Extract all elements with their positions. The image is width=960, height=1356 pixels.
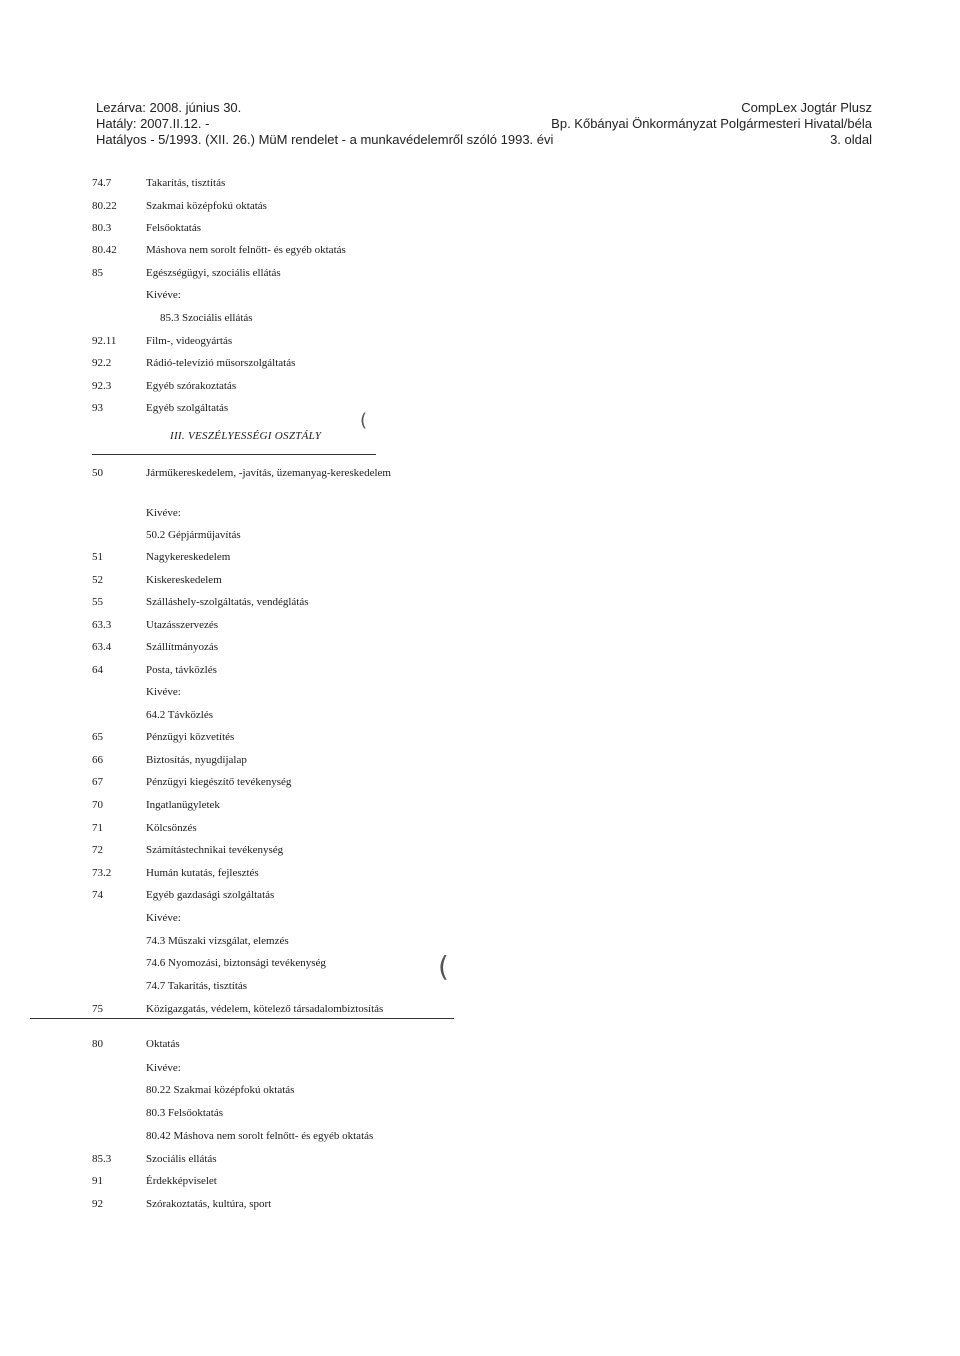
header-regulation: Hatályos - 5/1993. (XII. 26.) MüM rendelet - a munkavédelemről szóló 1993. évi	[96, 132, 554, 147]
activity-code: 55	[92, 596, 103, 608]
activity-code: 75	[92, 1003, 103, 1015]
activity-label: Nagykereskedelem	[146, 551, 231, 563]
activity-code: 80.22	[92, 200, 117, 212]
activity-code: 93	[92, 402, 103, 414]
activity-code: 63.3	[92, 619, 112, 631]
activity-label: Számítástechnikai tevékenység	[146, 844, 284, 856]
activity-code: 63.4	[92, 641, 112, 653]
activity-code: 92.2	[92, 357, 112, 369]
activity-label: Pénzügyi kiegészítő tevékenység	[146, 776, 292, 788]
header-effect: Hatály: 2007.II.12. -	[96, 116, 210, 131]
activity-label: Járműkereskedelem, -javítás, üzemanyag-kereskedelem	[146, 467, 391, 479]
activity-code: 72	[92, 844, 103, 856]
activity-code: 71	[92, 822, 103, 834]
activity-label: 74.3 Műszaki vizsgálat, elemzés	[146, 935, 289, 947]
activity-code: 92.11	[92, 335, 117, 347]
activity-label: 50.2 Gépjárműjavítás	[146, 529, 241, 541]
activity-label: Kiskereskedelem	[146, 574, 222, 586]
activity-code: 92.3	[92, 380, 112, 392]
activity-code: 52	[92, 574, 103, 586]
margin-bracket-mark: (	[360, 410, 368, 431]
activity-label: 64.2 Távközlés	[146, 709, 214, 721]
activity-label: Kölcsönzés	[146, 822, 197, 834]
activity-code: 65	[92, 731, 103, 743]
activity-label: 80.22 Szakmai középfokú oktatás	[146, 1084, 295, 1096]
activity-code: 66	[92, 754, 103, 766]
header-page-number: 3. oldal	[830, 132, 872, 147]
activity-label: Szállítmányozás	[146, 641, 219, 653]
activity-label: Kivéve:	[146, 507, 181, 519]
activity-code: 50	[92, 467, 103, 479]
activity-label: Posta, távközlés	[146, 664, 217, 676]
activity-label: Szakmai középfokú oktatás	[146, 200, 267, 212]
activity-code: 74.7	[92, 177, 112, 189]
activity-label: Egyéb szolgáltatás	[146, 402, 229, 414]
activity-code: 67	[92, 776, 103, 788]
activity-label: Ingatlanügyletek	[146, 799, 220, 811]
header-product: CompLex Jogtár Plusz	[741, 100, 872, 115]
activity-label: Egyéb szórakoztatás	[146, 380, 237, 392]
activity-label: Érdekképviselet	[146, 1175, 217, 1187]
activity-label: Humán kutatás, fejlesztés	[146, 867, 259, 879]
activity-code: 73.2	[92, 867, 112, 879]
activity-code: 91	[92, 1175, 103, 1187]
activity-label: Oktatás	[146, 1038, 180, 1050]
activity-label: 74.7 Takarítás, tisztítás	[146, 980, 248, 992]
activity-label: Rádió-televízió műsorszolgáltatás	[146, 357, 296, 369]
activity-label: 74.6 Nyomozási, biztonsági tevékenység	[146, 957, 326, 969]
activity-label: 80.3 Felsőoktatás	[146, 1107, 223, 1119]
activity-label: Egészségügyi, szociális ellátás	[146, 267, 281, 279]
activity-label: Utazásszervezés	[146, 619, 219, 631]
activity-code: 80.42	[92, 244, 117, 256]
header-licensee: Bp. Kőbányai Önkormányzat Polgármesteri Hivatal/béla	[551, 116, 872, 131]
activity-label: 85.3 Szociális ellátás	[160, 312, 253, 324]
activity-code: 80	[92, 1038, 103, 1050]
activity-label: Kivéve:	[146, 289, 181, 301]
header-right	[551, 100, 872, 148]
section-divider	[92, 454, 376, 455]
section-title: III. VESZÉLYESSÉGI OSZTÁLY	[170, 430, 322, 442]
activity-label: Közigazgatás, védelem, kötelező társadalombiztosítás	[146, 1003, 384, 1015]
activity-label: 80.42 Máshova nem sorolt felnőtt- és egyéb oktatás	[146, 1130, 374, 1142]
activity-label: Kivéve:	[146, 1062, 181, 1074]
activity-code: 85	[92, 267, 103, 279]
activity-label: Máshova nem sorolt felnőtt- és egyéb oktatás	[146, 244, 346, 256]
header-left	[96, 100, 553, 148]
activity-label: Kivéve:	[146, 912, 181, 924]
activity-label: Takarítás, tisztítás	[146, 177, 226, 189]
activity-label: Szálláshely-szolgáltatás, vendéglátás	[146, 596, 309, 608]
activity-label: Kivéve:	[146, 686, 181, 698]
activity-code: 70	[92, 799, 103, 811]
activity-code: 51	[92, 551, 103, 563]
activity-label: Biztosítás, nyugdíjalap	[146, 754, 247, 766]
activity-label: Pénzügyi közvetítés	[146, 731, 235, 743]
activity-label: Egyéb gazdasági szolgáltatás	[146, 889, 275, 901]
activity-label: Felsőoktatás	[146, 222, 201, 234]
header-closed-date: Lezárva: 2008. június 30.	[96, 100, 242, 115]
activity-label: Szórakoztatás, kultúra, sport	[146, 1198, 272, 1210]
activity-code: 85.3	[92, 1153, 112, 1165]
list-divider	[30, 1018, 454, 1019]
activity-code: 80.3	[92, 222, 112, 234]
activity-code: 64	[92, 664, 103, 676]
activity-code: 92	[92, 1198, 103, 1210]
activity-code: 74	[92, 889, 103, 901]
margin-bracket-mark-2: (	[438, 950, 449, 983]
activity-label: Szociális ellátás	[146, 1153, 217, 1165]
activity-label: Film-, videogyártás	[146, 335, 233, 347]
